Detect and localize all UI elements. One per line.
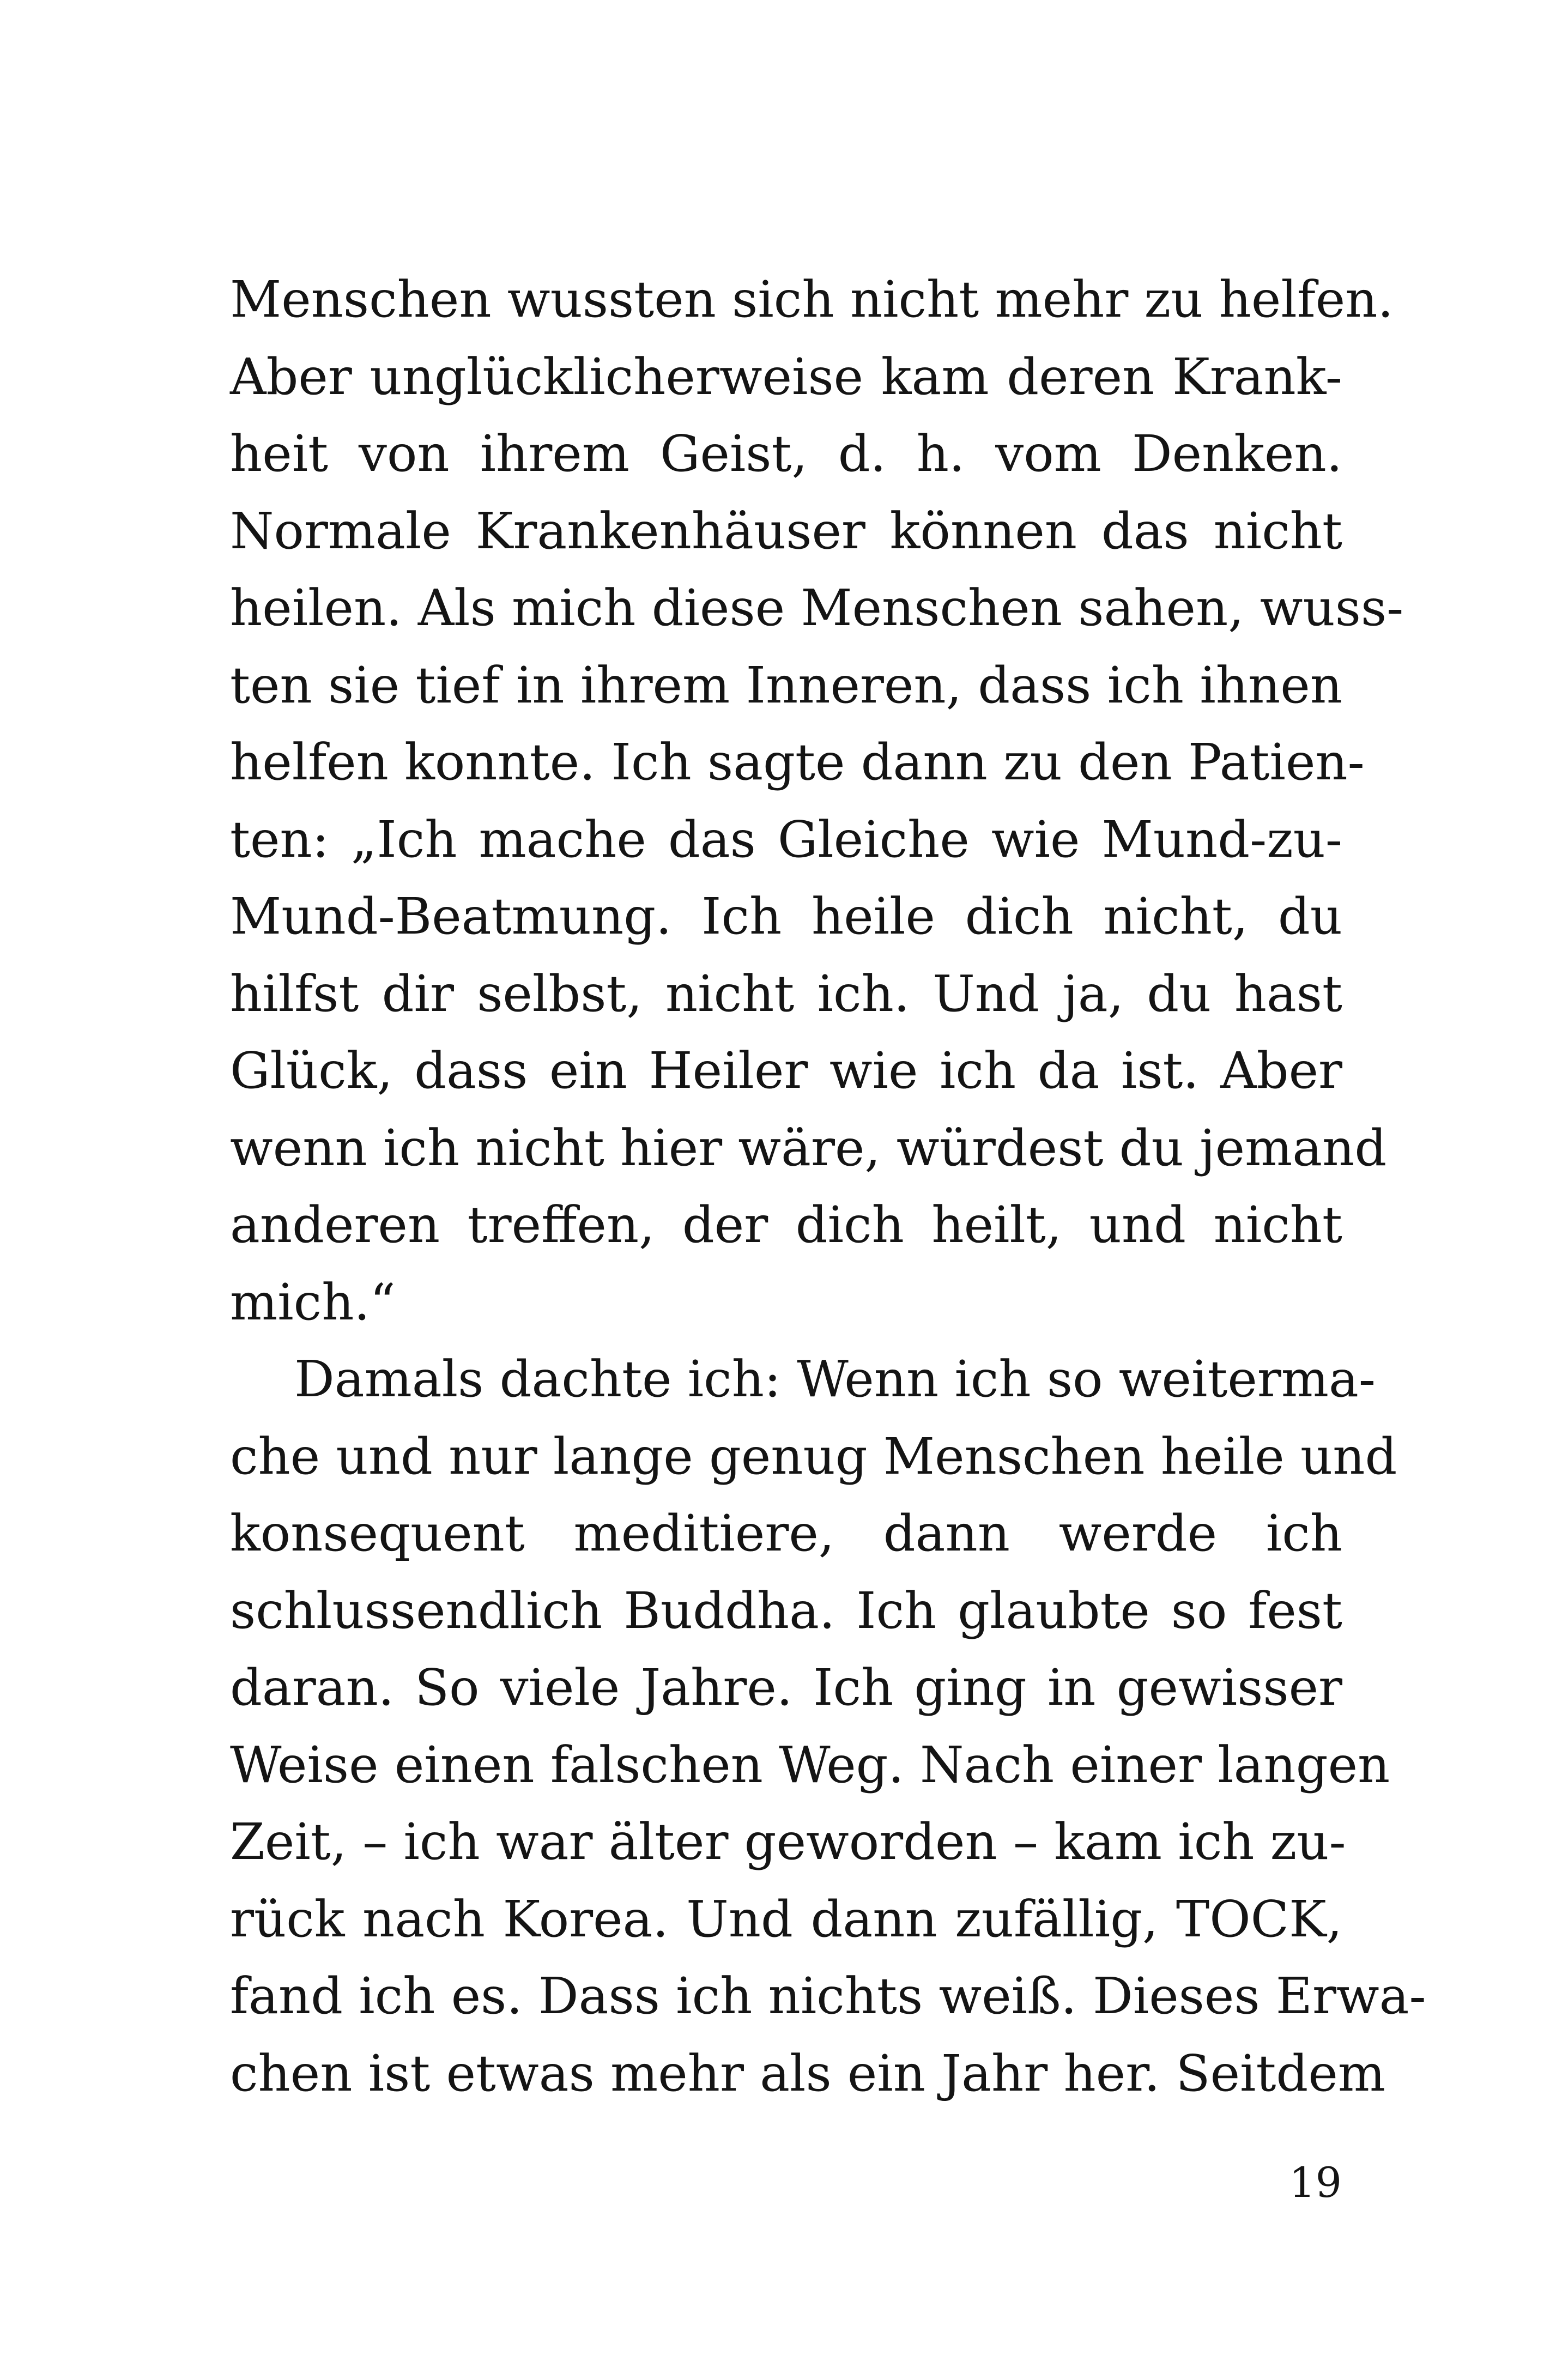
text-line: Aber unglücklicherweise kam deren Krank- [230, 347, 1342, 406]
page-number: 19 [1289, 2158, 1342, 2207]
body-text [230, 261, 1426, 2112]
text-line: mich.“ [230, 1273, 396, 1331]
text-line: Weise einen falschen Weg. Nach einer langen [230, 1735, 1390, 1794]
text-line: Mund-Beatmung. Ich heile dich nicht, du [230, 887, 1342, 946]
text-line: daran. So viele Jahre. Ich ging in gewisser [230, 1658, 1342, 1717]
text-line: hilfst dir selbst, nicht ich. Und ja, du hast [230, 964, 1342, 1023]
text-line: ten: „Ich mache das Gleiche wie Mund-zu- [230, 810, 1342, 869]
text-line: Glück, dass ein Heiler wie ich da ist. Aber [230, 1041, 1342, 1100]
text-line: Zeit, – ich war älter geworden – kam ich zu- [230, 1813, 1346, 1871]
text-line: Menschen wussten sich nicht mehr zu helfen. [230, 270, 1394, 329]
text-line: chen ist etwas mehr als ein Jahr her. Seitdem [230, 2044, 1385, 2103]
text-line: ten sie tief in ihrem Inneren, dass ich ihnen [230, 656, 1342, 714]
text-line: konsequent meditiere, dann werde ich [230, 1504, 1342, 1563]
text-line: schlussendlich Buddha. Ich glaubte so fest [230, 1581, 1342, 1640]
text-line: heit von ihrem Geist, d. h. vom Denken. [230, 425, 1342, 483]
text-line: anderen treffen, der dich heilt, und nicht [230, 1196, 1342, 1254]
text-line: fand ich es. Dass ich nichts weiß. Dieses Erwa- [230, 1967, 1426, 2025]
text-line: Normale Krankenhäuser können das nicht [230, 501, 1342, 560]
text-line: heilen. Als mich diese Menschen sahen, wuss- [230, 579, 1404, 637]
text-line: rück nach Korea. Und dann zufällig, TOCK, [230, 1890, 1342, 1948]
text-line: Damals dachte ich: Wenn ich so weiterma- [294, 1350, 1376, 1408]
text-line: wenn ich nicht hier wäre, würdest du jemand [230, 1118, 1387, 1177]
text-line: helfen konnte. Ich sagte dann zu den Patien- [230, 733, 1365, 791]
text-line: che und nur lange genug Menschen heile und [230, 1427, 1397, 1486]
